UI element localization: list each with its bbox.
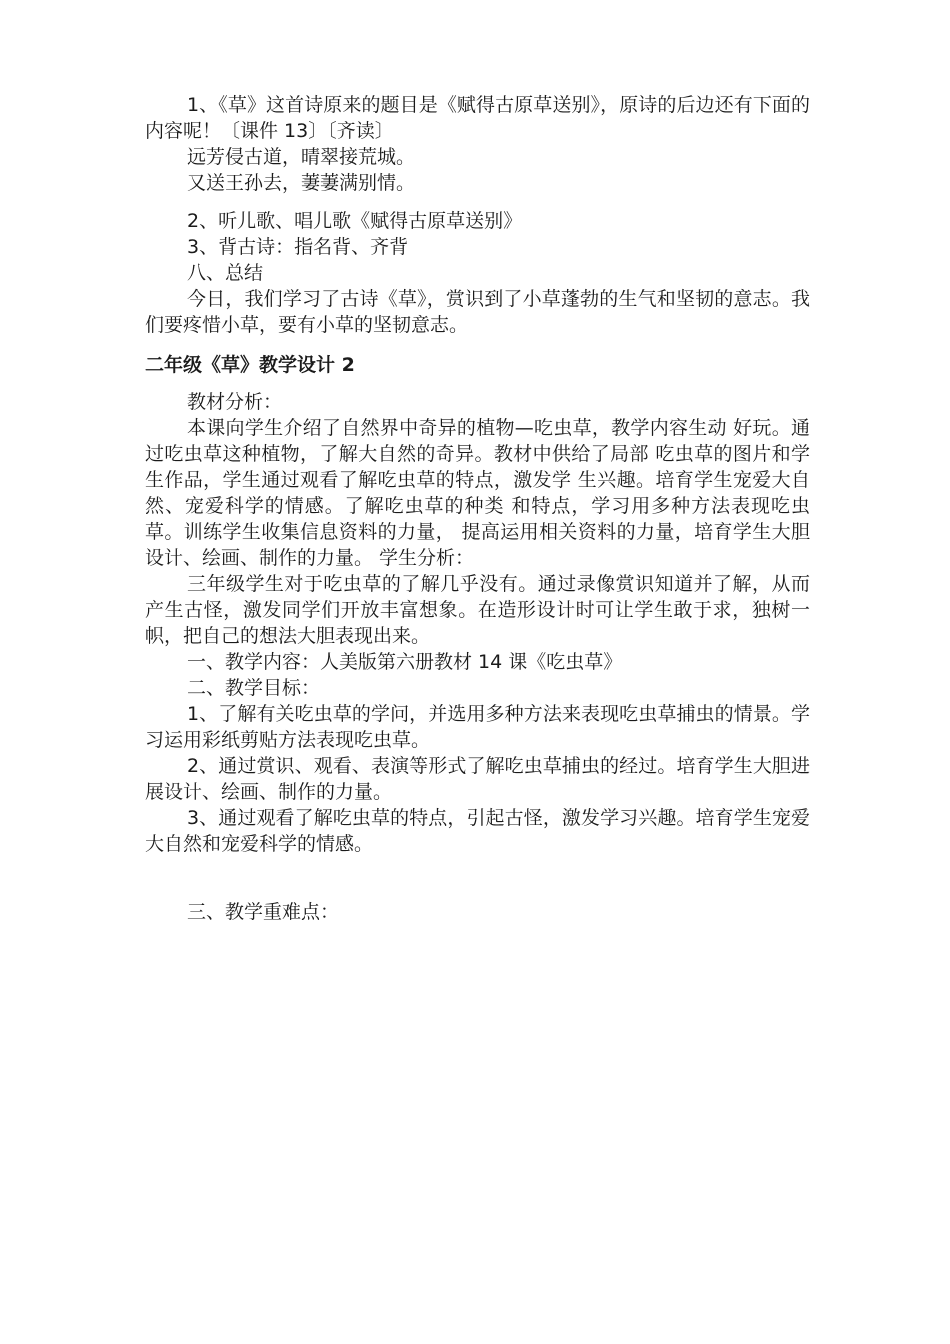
paragraph-poem-origin: 1、《草》这首诗原来的题目是《赋得古原草送别》，原诗的后边还有下面的内容呢！〔课件 13〕〔齐读〕: [145, 94, 810, 142]
paragraph-student-analysis: 三年级学生对于吃虫草的了解几乎没有。通过录像赏识知道并了解，从而产生古怪，激发同学们开放丰富想象。在造形设计时可让学生敢于求，独树一帜，把自己的想法大胆表现出来。: [145, 573, 810, 647]
poem-line-1: 远芳侵古道，晴翠接荒城。: [187, 146, 416, 168]
section-heading: [145, 352, 810, 378]
paragraph-summary: 今日，我们学习了古诗《草》，赏识到了小草蓬勃的生气和坚韧的意志。我们要疼惜小草，要有小草的坚韧意志。: [145, 288, 810, 336]
paragraph-content: 一、教学内容：人美版第六册教材 14 课《吃虫草》: [187, 651, 623, 673]
paragraph-summary-title: 八、总结: [187, 262, 264, 284]
paragraph-difficulties-title: 三、教学重难点：: [187, 901, 340, 923]
section-summary: [145, 208, 810, 338]
paragraph-goals-title: 二、教学目标：: [187, 677, 321, 699]
paragraph-goal-1: 1、了解有关吃虫草的学问，并选用多种方法来表现吃虫草捕虫的情景。学习运用彩纸剪贴方法表现吃虫草。: [145, 703, 810, 751]
paragraph-goal-3: 3、通过观看了解吃虫草的特点，引起古怪，激发学习兴趣。培育学生宠爱大自然和宠爱科学的情感。: [145, 807, 810, 855]
section-design: [145, 389, 810, 857]
paragraph-goal-2: 2、通过赏识、观看、表演等形式了解吃虫草捕虫的经过。培育学生大胆进展设计、绘画、制作的力量。: [145, 755, 810, 803]
poem-line-2: 又送王孙去，萋萋满别情。: [187, 172, 416, 194]
paragraph-material-title: 教材分析：: [187, 391, 283, 413]
paragraph-song: 2、听儿歌、唱儿歌《赋得古原草送别》: [187, 210, 523, 232]
paragraph-material-analysis: 本课向学生介绍了自然界中奇异的植物—吃虫草，教学内容生动 好玩。通过吃虫草这种植物，了解大自然的奇异。教材中供给了局部 吃虫草的图片和学生作品，学生通过观看了解吃虫草的特点，激发学 生兴趣。培育学生宠爱大自然、宠爱科学的情感。了解吃虫草的种类 和特点，学习用多种方法表现吃虫草。训练学生收集信息资料的力量， 提高运用相关资料的力量，培育学生大胆设计、绘画、制作的力量。 学生分析：: [145, 417, 810, 569]
section-difficulties: [145, 899, 810, 925]
document-heading: 二年级《草》教学设计 2: [145, 354, 355, 376]
paragraph-recite: 3、背古诗：指名背、齐背: [187, 236, 409, 258]
section-poem: [145, 92, 810, 196]
